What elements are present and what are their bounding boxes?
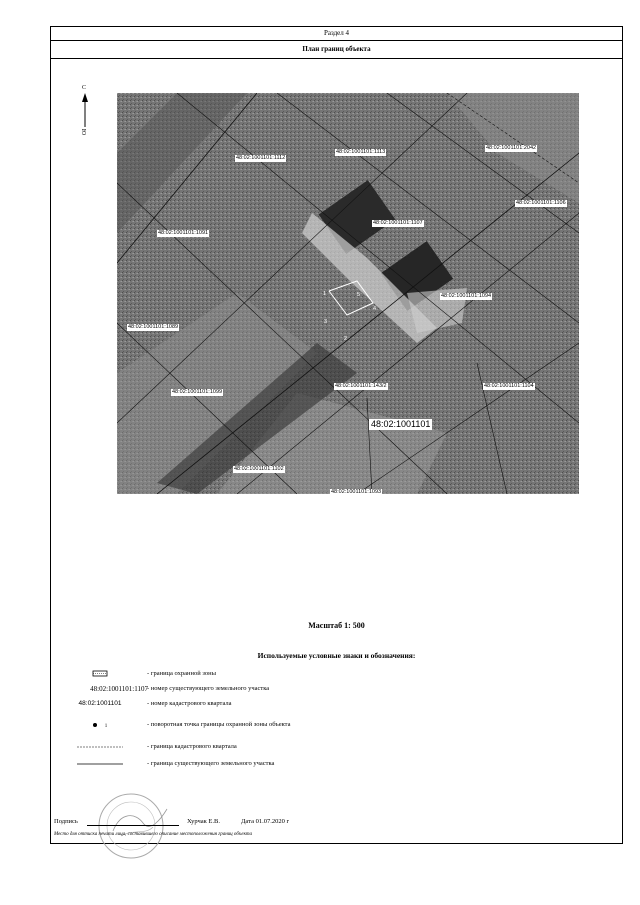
legend-item-quarter-boundary <box>51 741 622 753</box>
parcel-label: 48:02:1001101:1099 <box>172 389 223 395</box>
section-header: Раздел 4 <box>51 27 622 41</box>
parcel-label: 48:02:1001101:1089 <box>128 324 179 330</box>
legend-item-protection-zone <box>51 668 622 680</box>
dashed-line-icon <box>55 741 145 753</box>
legend-desc: - поворотная точка границы охранной зоны объекта <box>147 721 291 728</box>
turning-point-icon <box>55 719 145 733</box>
parcel-label: 48:02:1001101:1102 <box>234 466 284 472</box>
parcel-label: 48:02:1001101:1104 <box>484 383 534 389</box>
legend-item-parcel-boundary <box>51 758 622 770</box>
north-arrow-icon <box>79 85 93 141</box>
parcel-label: 48:02:1001101:1112 <box>236 155 286 161</box>
parcel-label: 48:02:1001101:143/2 <box>335 383 387 389</box>
document-frame <box>50 26 623 844</box>
legend-symbol-text: 48:02:1001101:1107 <box>90 685 148 693</box>
signer-name: Хурчак Е.В. <box>187 818 220 825</box>
legend-item-turning-point <box>51 719 622 731</box>
boundary-point: 1 <box>323 291 327 297</box>
legend-desc: - граница существующего земельного участка <box>147 760 275 767</box>
boundary-point: 3 <box>324 319 328 325</box>
scale-label: Масштаб 1: 500 <box>308 621 365 630</box>
signature-label: Подпись <box>54 818 78 825</box>
parcel-label: 48:02:1001101:1113 <box>336 149 386 155</box>
parcel-label: 48:02:1001101:1106 <box>516 200 566 206</box>
legend-desc: - граница охранной зоны <box>147 670 216 677</box>
parcel-label: 48:02:1001101:2042 <box>486 145 537 151</box>
legend-title: Используемые условные знаки и обозначения: <box>257 651 416 660</box>
stamp-note: Место для оттиска печати лица, составившего описание местоположения границ объекта <box>54 832 253 837</box>
legend-symbol-text: 48:02:1001101 <box>78 700 122 707</box>
legend-symbol-text: 1 <box>104 724 108 729</box>
signature-line <box>87 817 179 826</box>
seal-stamp-icon <box>91 791 179 861</box>
legend-desc: - граница кадастрового квартала <box>147 743 237 750</box>
parcel-label: 48:02:1001101:1107 <box>373 220 423 226</box>
legend-desc: - номер кадастрового квартала <box>147 700 232 707</box>
signature-date: Дата 01.07.2020 г <box>241 818 290 825</box>
south-label: Ю <box>80 128 87 136</box>
north-label: С <box>82 85 87 91</box>
aerial-map <box>117 93 579 494</box>
legend-desc: - номер существующего земельного участка <box>147 685 270 692</box>
protection-zone-symbol-icon <box>55 668 145 680</box>
cadastral-quarter-label: 48:02:1001101 <box>371 419 431 429</box>
parcel-label: 48:02:1001101:1091 <box>158 230 209 236</box>
legend-item-quarter-number <box>51 698 622 710</box>
parcel-label: 48:02:1001101:1093 <box>331 489 382 494</box>
boundary-point: 4 <box>373 306 377 312</box>
parcel-label: 48:02:1001101:1094 <box>441 293 492 299</box>
legend-item-parcel-number <box>51 683 622 695</box>
solid-line-icon <box>55 758 145 770</box>
page-title: План границ объекта <box>51 41 622 59</box>
boundary-point: 5 <box>357 292 361 298</box>
boundary-point: 2 <box>344 336 348 342</box>
